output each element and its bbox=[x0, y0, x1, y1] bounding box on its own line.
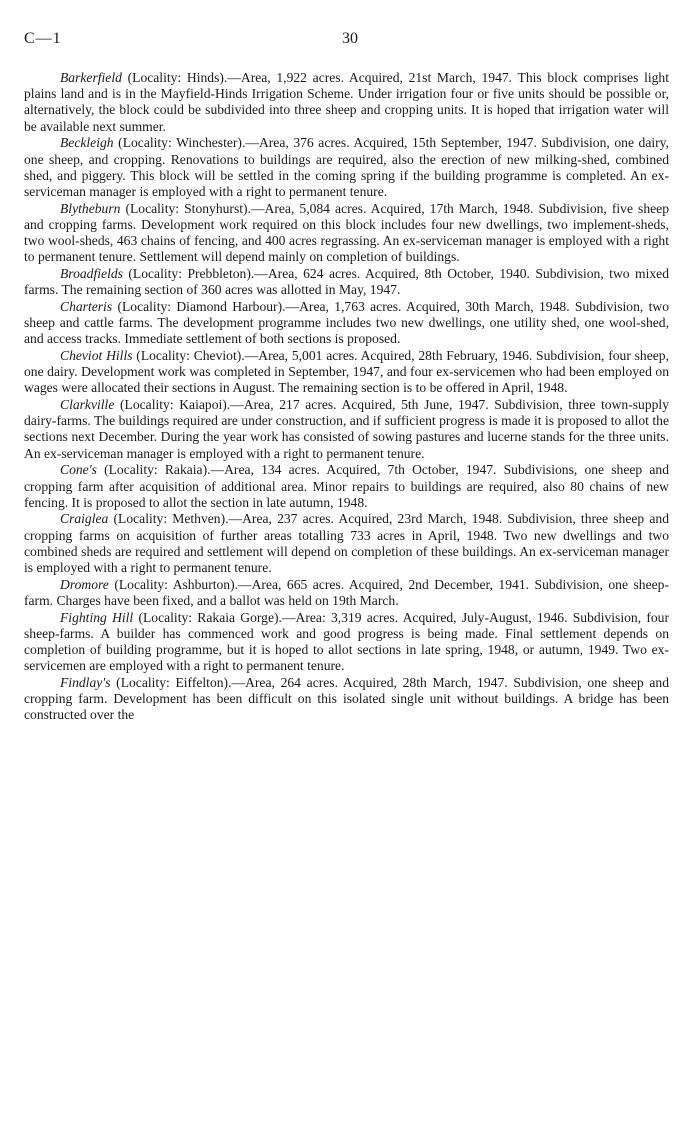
entry-name: Clarkville bbox=[60, 397, 115, 413]
entry-text: (Locality: Methven).—Area, 237 acres. Acquired, 23rd March, 1948. Subdivision, three sheep and cropping farms on acquisition of further areas totalling 733 acres in April, 1948. Two new dwellings and two combined sheds are required and settlement will depend on completion of these buildings. An ex-serviceman manager is employed with a right to permanent tenure. bbox=[24, 511, 669, 576]
entry-text: (Locality: Kaiapoi).—Area, 217 acres. Acquired, 5th June, 1947. Subdivision, three town-supply dairy-farms. The buildings required are under construction, and if sufficient progress is made it is proposed to allot the sections next December. During the year work has consisted of sowing pastures and lucerne stands for the three units. An ex-serviceman manager is employed with a right to permanent tenure. bbox=[24, 397, 669, 461]
entry-text: (Locality: Winchester).—Area, 376 acres. Acquired, 15th September, 1947. Subdivision, one dairy, one sheep, and cropping. Renovations to buildings are required, also the erection of new milking-shed, combined shed, and piggery. This block will be settled in the coming spring if the building programme is completed. An ex-serviceman manager is employed with a right to permanent tenure. bbox=[24, 135, 669, 199]
entry-text: (Locality: Ashburton).—Area, 665 acres. Acquired, 2nd December, 1941. Subdivision, one sheep-farm. Charges have been fixed, and a ballot was held on 19th March. bbox=[24, 576, 669, 608]
entry-paragraph bbox=[24, 397, 669, 462]
entry-paragraph bbox=[24, 577, 669, 609]
entry-text: (Locality: Diamond Harbour).—Area, 1,763 acres. Acquired, 30th March, 1948. Subdivision, two sheep and cattle farms. The development programme includes two new dwellings, one utility shed, one wool-shed, and access tracks. Immediate settlement of both sections is proposed. bbox=[24, 298, 669, 347]
entry-name: Beckleigh bbox=[60, 135, 114, 151]
entry-text: (Locality: Stonyhurst).—Area, 5,084 acres. Acquired, 17th March, 1948. Subdivision, five sheep and cropping farms. Development work required on this block includes four new dwellings, two implement-sheds, two wool-sheds, 463 chains of fencing, and 400 acres regrassing. An ex-serviceman manager is employed with a right to permanent tenure. Settlement will depend mainly on completion of buildings. bbox=[24, 200, 669, 265]
document-code: C—1 bbox=[24, 30, 62, 47]
entry-name: Charteris bbox=[60, 298, 113, 314]
entry-paragraph bbox=[24, 348, 669, 397]
entry-text: (Locality: Prebbleton).—Area, 624 acres. Acquired, 8th October, 1940. Subdivision, two mixed farms. The remaining section of 360 acres was allotted in May, 1947. bbox=[24, 265, 669, 298]
entry-text: (Locality: Eiffelton).—Area, 264 acres. Acquired, 28th March, 1947. Subdivision, one sheep and cropping farm. Development has been difficult on this isolated single unit without buildings. A bridge has been constructed over the bbox=[24, 675, 669, 723]
entry-paragraph bbox=[24, 266, 669, 298]
entry-text: (Locality: Hinds).—Area, 1,922 acres. Acquired, 21st March, 1947. This block comprises light plains land and is in the Mayfield-Hinds Irrigation Scheme. Under irrigation four or five units should be possible or, alternatively, the block could be subdivided into three sheep and cropping units. It is hoped that irrigation water will be available next summer. bbox=[24, 70, 669, 134]
page-number: 30 bbox=[342, 30, 358, 47]
entry-name: Findlay's bbox=[60, 675, 111, 691]
entry-text: (Locality: Rakaia Gorge).—Area: 3,319 acres. Acquired, July-August, 1946. Subdivision, four sheep-farms. A builder has commenced work and good progress is being made. Final settlement depends on completion of building programme, but it is hoped to allot sections in late spring, 1948, or autumn, 1949. Two ex-servicemen are employed with a right to permanent tenure. bbox=[24, 609, 669, 674]
entry-name: Craiglea bbox=[60, 511, 109, 527]
entry-paragraph bbox=[24, 462, 669, 511]
entry-paragraph bbox=[24, 511, 669, 576]
page-header bbox=[24, 30, 676, 52]
entry-name: Fighting Hill bbox=[60, 609, 134, 625]
entry-paragraph bbox=[24, 70, 669, 135]
entry-paragraph bbox=[24, 299, 669, 348]
entry-name: Blytheburn bbox=[60, 200, 121, 216]
entry-name: Dromore bbox=[60, 576, 109, 592]
entry-name: Cheviot Hills bbox=[60, 347, 133, 363]
entry-paragraph bbox=[24, 135, 669, 200]
entry-text: (Locality: Rakaia).—Area, 134 acres. Acquired, 7th October, 1947. Subdivisions, one sheep and cropping farm after acquisition of additional area. Minor repairs to buildings are required, also 80 chains of new fencing. It is proposed to allot the section in late autumn, 1948. bbox=[24, 462, 669, 510]
entry-paragraph bbox=[24, 675, 669, 724]
entry-name: Broadfields bbox=[60, 265, 123, 281]
entry-text: (Locality: Cheviot).—Area, 5,001 acres. Acquired, 28th February, 1946. Subdivision, four sheep, one dairy. Development work was completed in September, 1947, and four ex-servicemen who had been employed on wages were allocated their sections in August. The remaining section is to be offered in April, 1948. bbox=[24, 347, 669, 396]
entry-paragraph bbox=[24, 610, 669, 675]
entry-paragraph bbox=[24, 201, 669, 266]
entry-name: Cone's bbox=[60, 462, 97, 478]
body-text bbox=[24, 70, 669, 724]
entry-name: Barkerfield bbox=[60, 70, 122, 85]
